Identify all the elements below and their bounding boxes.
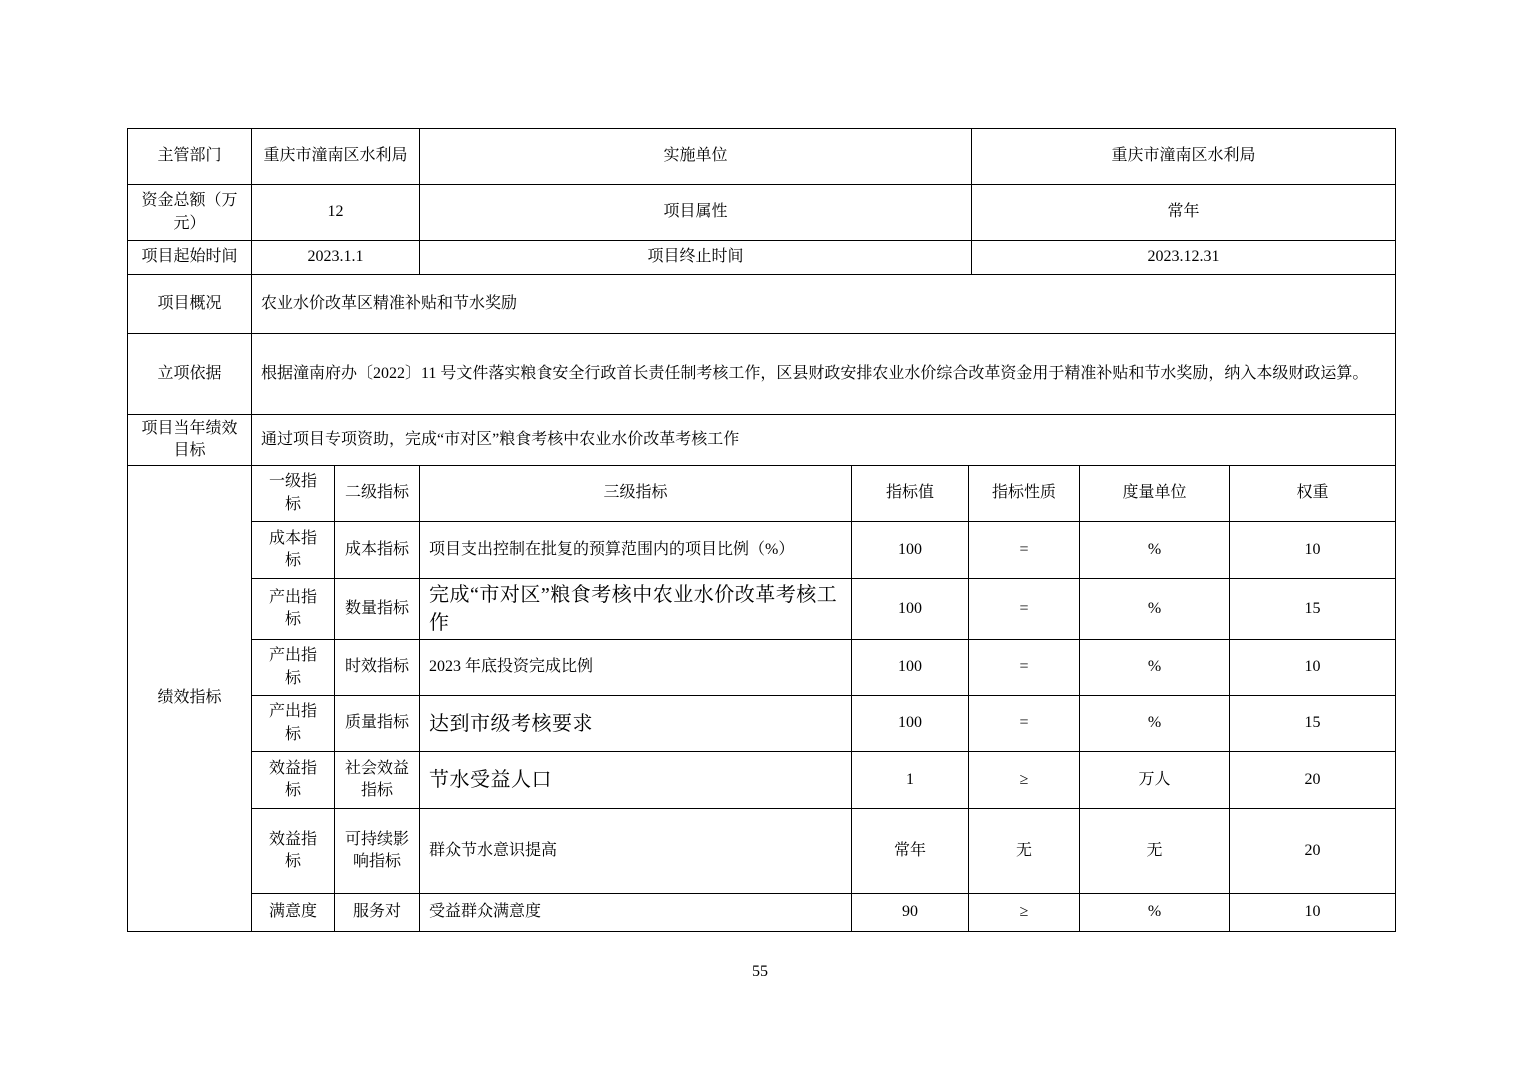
- cell-value: 重庆市潼南区水利局: [972, 129, 1396, 185]
- cell-unit: 无: [1080, 809, 1230, 894]
- cell-value: 2023.12.31: [972, 241, 1396, 275]
- cell-label: 立项依据: [128, 334, 252, 415]
- column-header: 指标值: [852, 466, 969, 522]
- cell-value: 常年: [972, 185, 1396, 241]
- cell-level2: 服务对: [335, 894, 420, 932]
- cell-level1: 成本指标: [252, 522, 335, 579]
- cell-value: 100: [852, 696, 969, 752]
- table-row: [128, 696, 1396, 752]
- table-row: [128, 334, 1396, 415]
- table-row: [128, 752, 1396, 809]
- indicators-section-label: 绩效指标: [128, 466, 252, 932]
- cell-level3: 受益群众满意度: [420, 894, 852, 932]
- table-row: [128, 275, 1396, 334]
- indicators-table: [127, 465, 1396, 932]
- cell-level2: 时效指标: [335, 640, 420, 696]
- cell-level3: 项目支出控制在批复的预算范围内的项目比例（%）: [420, 522, 852, 579]
- cell-level1: 效益指标: [252, 752, 335, 809]
- cell-level2: 数量指标: [335, 579, 420, 640]
- cell-level3: 群众节水意识提高: [420, 809, 852, 894]
- cell-value: 通过项目专项资助，完成“市对区”粮食考核中农业水价改革考核工作: [252, 415, 1396, 466]
- cell-level3: 节水受益人口: [420, 752, 852, 809]
- cell-value: 重庆市潼南区水利局: [252, 129, 420, 185]
- section-table: [127, 274, 1396, 466]
- cell-label: 资金总额（万元）: [128, 185, 252, 241]
- column-header: 指标性质: [969, 466, 1080, 522]
- column-header: 二级指标: [335, 466, 420, 522]
- cell-label: 实施单位: [420, 129, 972, 185]
- cell-value: 1: [852, 752, 969, 809]
- cell-nature: =: [969, 696, 1080, 752]
- cell-nature: ≥: [969, 752, 1080, 809]
- cell-value: 12: [252, 185, 420, 241]
- cell-level2: 质量指标: [335, 696, 420, 752]
- cell-level2: 社会效益指标: [335, 752, 420, 809]
- cell-nature: =: [969, 640, 1080, 696]
- cell-label: 项目终止时间: [420, 241, 972, 275]
- project-performance-table: [127, 128, 1395, 932]
- column-header: 度量单位: [1080, 466, 1230, 522]
- cell-label: 项目属性: [420, 185, 972, 241]
- cell-level1: 效益指标: [252, 809, 335, 894]
- cell-weight: 10: [1230, 894, 1396, 932]
- table-row: [128, 579, 1396, 640]
- page-number: 55: [752, 963, 768, 980]
- cell-unit: 万人: [1080, 752, 1230, 809]
- cell-value: 2023.1.1: [252, 241, 420, 275]
- table-row: [128, 129, 1396, 185]
- cell-weight: 10: [1230, 640, 1396, 696]
- cell-level1: 产出指标: [252, 640, 335, 696]
- table-row: [128, 809, 1396, 894]
- cell-weight: 15: [1230, 579, 1396, 640]
- cell-unit: %: [1080, 522, 1230, 579]
- cell-value: 100: [852, 640, 969, 696]
- cell-value: 100: [852, 579, 969, 640]
- column-header: 三级指标: [420, 466, 852, 522]
- cell-value: 常年: [852, 809, 969, 894]
- column-header: 权重: [1230, 466, 1396, 522]
- cell-label: 项目起始时间: [128, 241, 252, 275]
- cell-nature: =: [969, 579, 1080, 640]
- table-row: [128, 241, 1396, 275]
- cell-label: 主管部门: [128, 129, 252, 185]
- table-row: [128, 415, 1396, 466]
- cell-level3: 达到市级考核要求: [420, 696, 852, 752]
- cell-label: 项目当年绩效目标: [128, 415, 252, 466]
- table-row: [128, 640, 1396, 696]
- cell-label: 项目概况: [128, 275, 252, 334]
- cell-level1: 产出指标: [252, 579, 335, 640]
- cell-value: 90: [852, 894, 969, 932]
- table-row: [128, 522, 1396, 579]
- table-row: [128, 894, 1396, 932]
- cell-unit: %: [1080, 696, 1230, 752]
- cell-value: 农业水价改革区精准补贴和节水奖励: [252, 275, 1396, 334]
- cell-level2: 成本指标: [335, 522, 420, 579]
- cell-unit: %: [1080, 579, 1230, 640]
- cell-level3: 2023 年底投资完成比例: [420, 640, 852, 696]
- indicators-header-row: [128, 466, 1396, 522]
- cell-value: 100: [852, 522, 969, 579]
- cell-weight: 15: [1230, 696, 1396, 752]
- cell-unit: %: [1080, 640, 1230, 696]
- cell-level2: 可持续影响指标: [335, 809, 420, 894]
- cell-unit: %: [1080, 894, 1230, 932]
- table-row: [128, 185, 1396, 241]
- cell-value: 根据潼南府办〔2022〕11 号文件落实粮食安全行政首长责任制考核工作，区县财政安排农业水价综合改革资金用于精准补贴和节水奖励，纳入本级财政运算。: [252, 334, 1396, 415]
- cell-weight: 20: [1230, 752, 1396, 809]
- cell-nature: 无: [969, 809, 1080, 894]
- cell-weight: 20: [1230, 809, 1396, 894]
- cell-level1: 产出指标: [252, 696, 335, 752]
- cell-level1: 满意度: [252, 894, 335, 932]
- cell-weight: 10: [1230, 522, 1396, 579]
- cell-nature: ≥: [969, 894, 1080, 932]
- cell-level3: 完成“市对区”粮食考核中农业水价改革考核工作: [420, 579, 852, 640]
- meta-table: [127, 128, 1396, 275]
- cell-nature: =: [969, 522, 1080, 579]
- column-header: 一级指标: [252, 466, 335, 522]
